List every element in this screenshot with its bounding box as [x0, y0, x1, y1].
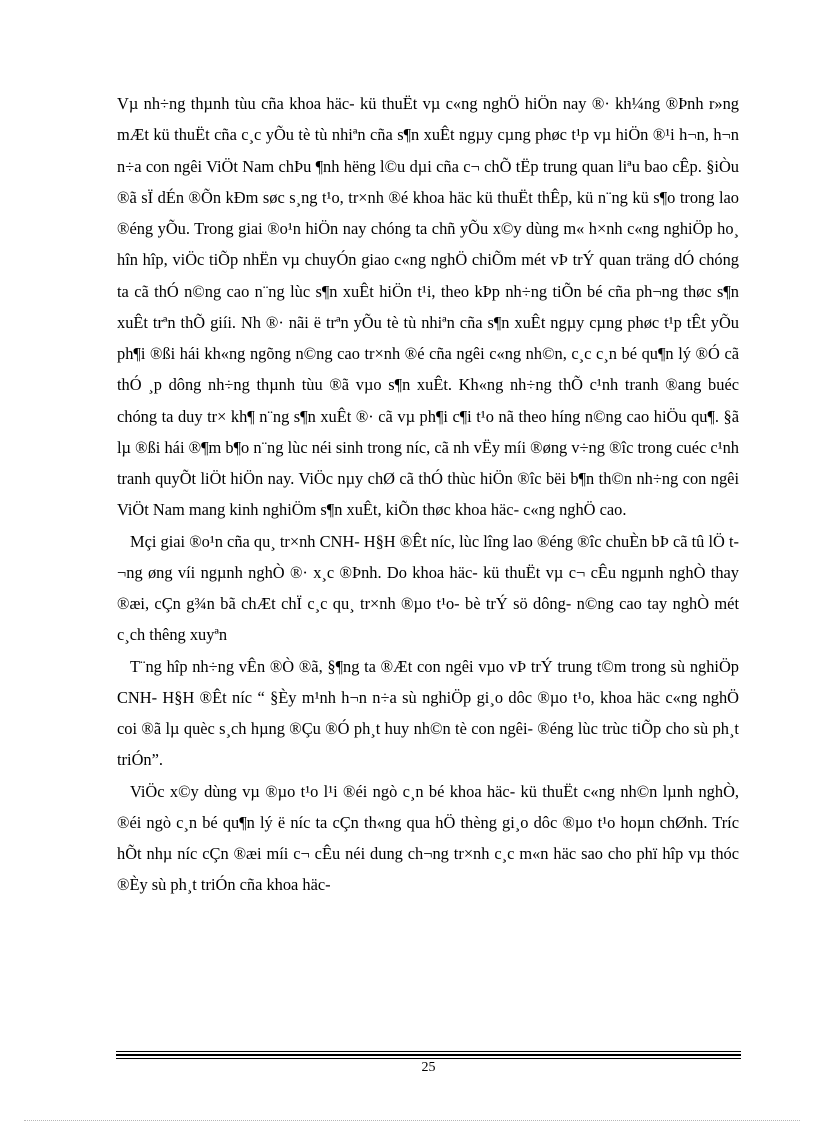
paragraph-4: ViÖc x©y dùng vµ ®µo t¹o l¹i ®éi ngò c¸n bé khoa häc- kü thuËt c«ng nh©n lµnh nghÒ, ®éi ngò c¸n bé qu¶n lý ë níc ta cÇn th«ng qua hÖ thèng gi¸o dôc ®µo t¹o hoµn chØnh. Tríc hÕt nhµ níc cÇn ®æi míi c¬ cÊu néi dung ch¬ng tr×nh c¸c m«n häc sao cho phï hîp vµ thóc ®Èy sù ph¸t triÓn cña khoa häc- [117, 781, 739, 895]
paragraph-1: Vµ nh÷ng thµnh tùu cña khoa häc- kü thuËt vµ c«ng nghÖ hiÖn nay ®· kh¼ng ®Þnh r»ng mÆt kü thuËt cña c¸c yÕu tè tù nhiªn cña s¶n xuÊt ngµy cµng phøc t¹p vµ hiÖn ®¹i h¬n, h¬n n÷a con ngêi ViÖt Nam chÞu ¶nh hëng l©u dµi cña c¬ chÕ tËp trung quan liªu bao cÊp. §iÒu ®ã sÏ dÉn ®Õn kÐm søc s¸ng t¹o, tr×nh ®é khoa häc kü thuËt thÊp, kü n¨ng kü s¶o trong lao ®éng yÕu. Trong giai ®o¹n hiÖn nay chóng ta chñ yÕu x©y dùng m« h×nh c«ng nghiÖp ho¸ hîn hîp, viÖc tiÕp nhËn vµ chuyÓn giao c«ng nghÖ chiÕm mét vÞ trÝ quan träng dÓ chóng ta cã thÓ n©ng cao n¨ng lùc s¶n xuÊt hiÖn t¹i, theo kÞp nh÷ng tiÕn bé cña ph¬ng thøc s¶n xuÊt trªn thÕ giíi. Nh ®· nãi ë trªn yÕu tè tù nhiªn cña s¶n xuÊt ngµy cµng phøc t¹p tÊt yÕu ph¶i ®ßi hái kh«ng ngõng n©ng cao tr×nh ®é cña ngêi c«ng nh©n, c¸c c¸n bé qu¶n lý ®Ó cã thÓ ¸p dông nh÷ng thµnh tùu ®ã vµo s¶n xuÊt. Kh«ng nh÷ng thÕ c¹nh tranh ®ang buéc chóng ta duy tr× kh¶ n¨ng s¶n xuÊt ®· cã vµ ph¶i c¶i t¹o nã theo híng n©ng cao hiÖu qu¶. §ã lµ ®ßi hái ®¶m b¶o n¨ng lùc néi sinh trong níc, cã nh vËy míi ®øng v÷ng ®îc trong cuéc c¹nh tranh quyÕt liÖt hiÖn nay. ViÖc nµy chØ cã thÓ thùc hiÖn ®îc bëi b¶n th©n nh÷ng con ngêi ViÖt Nam mang kinh nghiÖm s¶n xuÊt, kiÕn thøc khoa häc- c«ng nghÖ cao. [117, 94, 739, 520]
footer-rule-top [116, 1051, 741, 1052]
footer-rule-middle [116, 1054, 741, 1056]
paragraph-2: Mçi giai ®o¹n cña qu¸ tr×nh CNH- H§H ®Êt níc, lùc lîng lao ®éng ®îc chuÈn bÞ cã tû lÖ t¬ng øng víi ngµnh nghÒ ®· x¸c ®Þnh. Do khoa häc- kü thuËt vµ c¬ cÊu ngµnh nghÒ thay ®æi, cÇn g¾n bã chÆt chÏ c¸c qu¸ tr×nh ®µo t¹o- bè trÝ sö dông- n©ng cao tay nghÒ mét c¸ch thêng xuyªn [117, 531, 739, 645]
paragraph-3: T¨ng hîp nh÷ng vÊn ®Ò ®ã, §¶ng ta ®Æt con ngêi vµo vÞ trÝ trung t©m trong sù nghiÖp CNH- H§H ®Êt níc “ §Èy m¹nh h¬n n÷a sù nghiÖp gi¸o dôc ®µo t¹o, khoa häc c«ng nghÖ coi ®ã lµ quèc s¸ch hµng ®Çu ®Ó ph¸t huy nh©n tè con ngêi- ®éng lùc trùc tiÕp cho sù ph¸t triÓn”. [117, 656, 739, 770]
body-text [117, 88, 739, 901]
page-number: 25 [421, 1060, 436, 1075]
footer-rule-bottom [116, 1058, 741, 1059]
page-edge-divider [24, 1120, 800, 1121]
